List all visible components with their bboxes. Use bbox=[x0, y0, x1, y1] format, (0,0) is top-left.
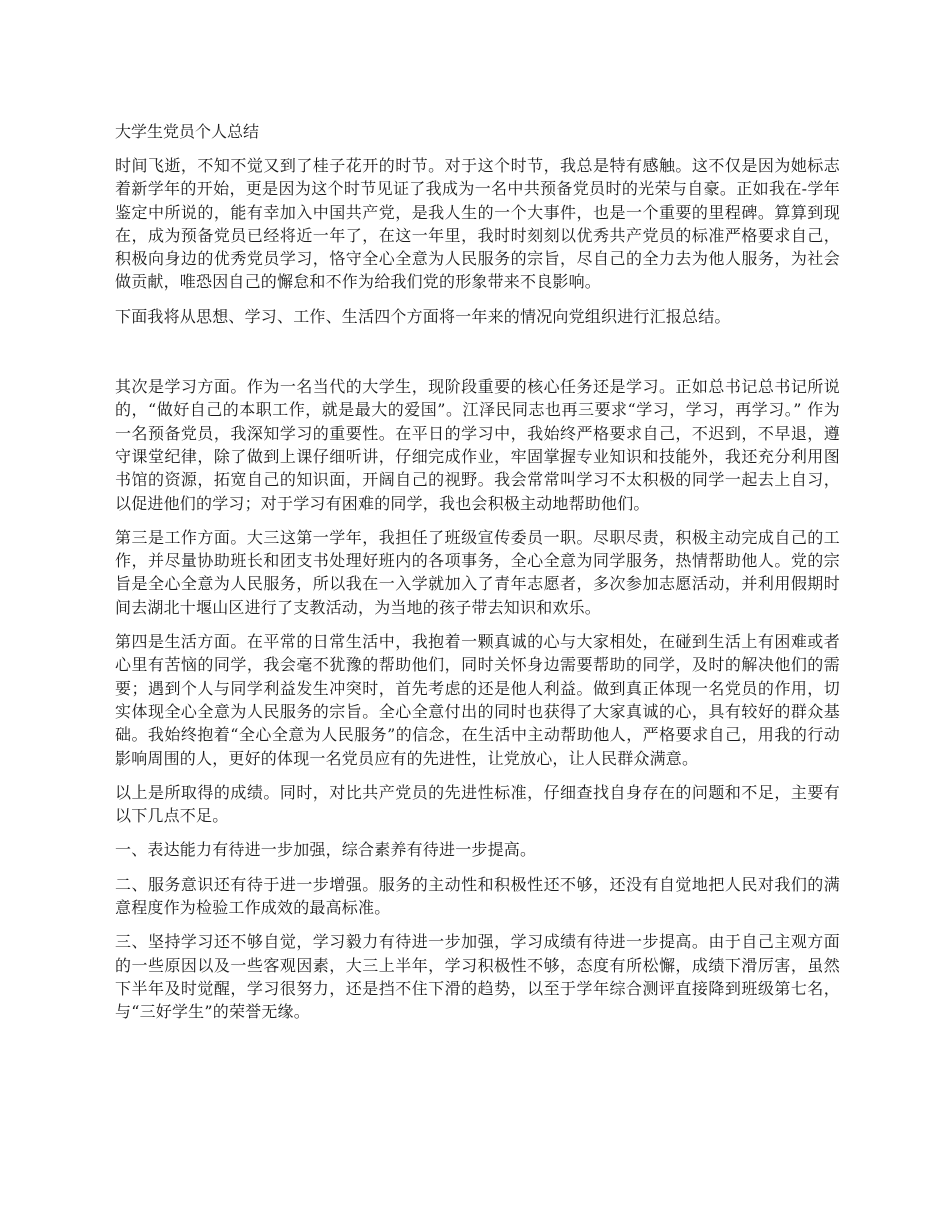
section-gap bbox=[115, 339, 840, 375]
paragraph-overview: 下面我将从思想、学习、工作、生活四个方面将一年来的情况向党组织进行汇报总结。 bbox=[115, 306, 731, 326]
paragraph-intro: 时间飞逝，不知不觉又到了桂子花开的时节。对于这个时节，我总是特有感触。这不仅是因为她标志着新学年的开始，更是因为这个时节见证了我成为一名中共预备党员时的光荣与自豪。正如我在-学年鉴定中所说的，能有幸加入中国共产党，是我人生的一个大事件，也是一个重要的里程碑。算算到现在，成为预备党员已经将近一年了，在这一年里，我时时刻刻以优秀共产党员的标准严格要求自己，积极向身边的优秀党员学习，恪守全心全意为人民服务的宗旨，尽自己的全力去为他人服务，为社会做贡献，唯恐因自己的懈怠和不作为给我们党的形象带来不良影响。 bbox=[115, 156, 840, 292]
paragraph-life: 第四是生活方面。在平常的日常生活中，我抱着一颗真诚的心与大家相处，在碰到生活上有困难或者心里有苦恼的同学，我会毫不犹豫的帮助他们，同时关怀身边需要帮助的同学，及时的解决他们的需要；遇到个人与同学利益发生冲突时，首先考虑的还是他人利益。做到真正体现一名党员的作用，切实体现全心全意为人民服务的宗旨。全心全意付出的同时也获得了大家真诚的心，具有较好的群众基础。我始终抱着“全心全意为人民服务”的信念，在生活中主动帮助他人，严格要求自己，用我的行动影响周围的人，更好的体现一名党员应有的先进性，让党放心，让人民群众满意。 bbox=[115, 632, 840, 768]
paragraph-shortcoming-1: 一、表达能力有待进一步加强，综合素养有待进一步提高。 bbox=[115, 840, 537, 860]
paragraph-work: 第三是工作方面。大三这第一学年，我担任了班级宣传委员一职。尽职尽责，积极主动完成自己的工作，并尽量协助班长和团支书处理好班内的各项事务，全心全意为同学服务，热情帮助他人。党的宗旨是全心全意为人民服务，所以我在一入学就加入了青年志愿者，多次参加志愿活动，并利用假期时间去湖北十堰山区进行了支教活动，为当地的孩子带去知识和欢乐。 bbox=[115, 527, 840, 617]
document-title: 大学生党员个人总结 bbox=[115, 122, 260, 141]
paragraph-shortcoming-2: 二、服务意识还有待于进一步增强。服务的主动性和积极性还不够，还没有自觉地把人民对我们的满意程度作为检验工作成效的最高标准。 bbox=[115, 874, 840, 918]
paragraph-shortcoming-3: 三、坚持学习还不够自觉，学习毅力有待进一步加强，学习成绩有待进一步提高。由于自己主观方面的一些原因以及一些客观因素，大三上半年，学习积极性不够，态度有所松懈，成绩下滑厉害，虽然下半年及时觉醒，学习很努力，还是挡不住下滑的趋势，以至于学年综合测评直接降到班级第七名，与“三好学生”的荣誉无缘。 bbox=[115, 932, 840, 1022]
document-page bbox=[115, 120, 840, 1035]
paragraph-achievements: 以上是所取得的成绩。同时，对比共产党员的先进性标准，仔细查找自身存在的问题和不足，主要有以下几点不足。 bbox=[115, 782, 840, 826]
paragraph-study: 其次是学习方面。作为一名当代的大学生，现阶段重要的核心任务还是学习。正如总书记总书记所说的，“做好自己的本职工作，就是最大的爱国”。江泽民同志也再三要求“学习，学习，再学习。” 作为一名预备党员，我深知学习的重要性。在平日的学习中，我始终严格要求自己，不迟到，不早退，遵守课堂纪律，除了做到上课仔细听讲，仔细完成作业，牢固掌握专业知识和技能外，我还充分利用图书馆的资源，拓宽自己的知识面，开阔自己的视野。我会常常叫学习不太积极的同学一起去上自习，以促进他们的学习；对于学习有困难的同学，我也会积极主动地帮助他们。 bbox=[115, 377, 840, 513]
